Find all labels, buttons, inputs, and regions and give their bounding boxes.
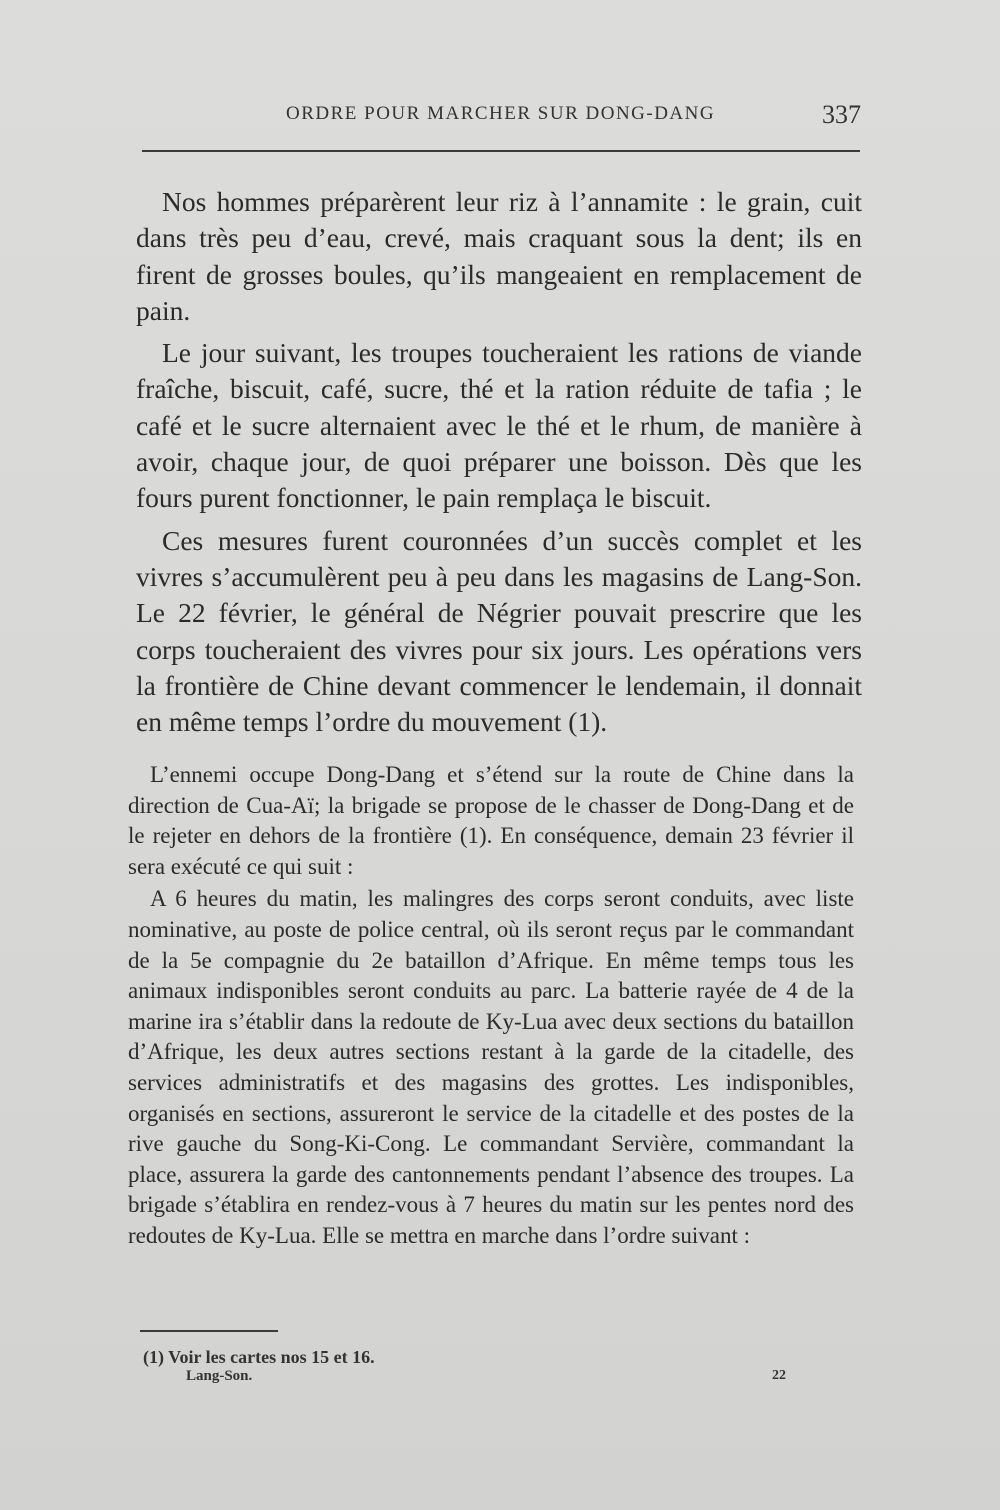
paragraph: Nos hommes préparèrent leur riz à l’annamite : le grain, cuit dans très peu d’eau, crevé, mais craquant sous la dent; ils en firent de grosses boules, qu’ils mangeaient en remplacement de pain.	[136, 186, 862, 326]
running-title: ORDRE POUR MARCHER SUR DONG-DANG	[286, 103, 716, 124]
order-paragraph: L’ennemi occupe Dong-Dang et s’étend sur la route de Chine dans la direction de Cua-Aï; la brigade se propose de le chasser de Dong-Dang et de le rejeter en dehors de la frontière (1). En conséquence, demain 23 février il sera exécuté ce qui suit :	[128, 762, 854, 879]
signature-number: 22	[772, 1368, 786, 1383]
footnote-rule	[140, 1330, 278, 1332]
header-rule	[142, 150, 860, 152]
order-text	[128, 760, 854, 1254]
paragraph: Le jour suivant, les troupes toucheraient les rations de viande fraîche, biscuit, café, sucre, thé et la ration réduite de tafia ; le café et le sucre alternaient avec le thé et le rhum, de manière à avoir, chaque jour, de quoi préparer une boisson. Dès que les fours purent fonctionner, le pain remplaça le biscuit.	[136, 337, 862, 514]
main-text	[136, 184, 862, 746]
page-number: 337	[822, 100, 861, 129]
signature-label: Lang-Son.	[186, 1368, 253, 1384]
order-paragraph: A 6 heures du matin, les malingres des corps seront conduits, avec liste nominative, au poste de police central, où ils seront reçus par le commandant de la 5e compagnie du 2e bataillon d’Afrique. En même temps tous les animaux indisponibles seront conduits au parc. La batterie rayée de 4 de la marine ira s’établir dans la redoute de Ky-Lua avec deux sections du bataillon d’Afrique, les deux autres sections restant à la garde de la citadelle, des services administratifs et des magasins des grottes. Les indisponibles, organisés en sections, assureront le service de la citadelle et des postes de la rive gauche du Song-Ki-Cong. Le commandant Servière, commandant la place, assurera la garde des cantonnements pendant l’absence des troupes. La brigade s’établira en rendez-vous à 7 heures du matin sur les pentes nord des redoutes de Ky-Lua. Elle se mettra en marche dans l’ordre suivant :	[128, 886, 854, 1248]
footnote: (1) Voir les cartes nos 15 et 16.	[143, 1347, 375, 1367]
paragraph: Ces mesures furent couronnées d’un succès complet et les vivres s’accumulèrent peu à peu dans les magasins de Lang-Son. Le 22 février, le général de Négrier pouvait prescrire que les corps toucheraient des vivres pour six jours. Les opérations vers la frontière de Chine devant commencer le lendemain, il donnait en même temps l’ordre du mouvement (1).	[136, 524, 862, 738]
